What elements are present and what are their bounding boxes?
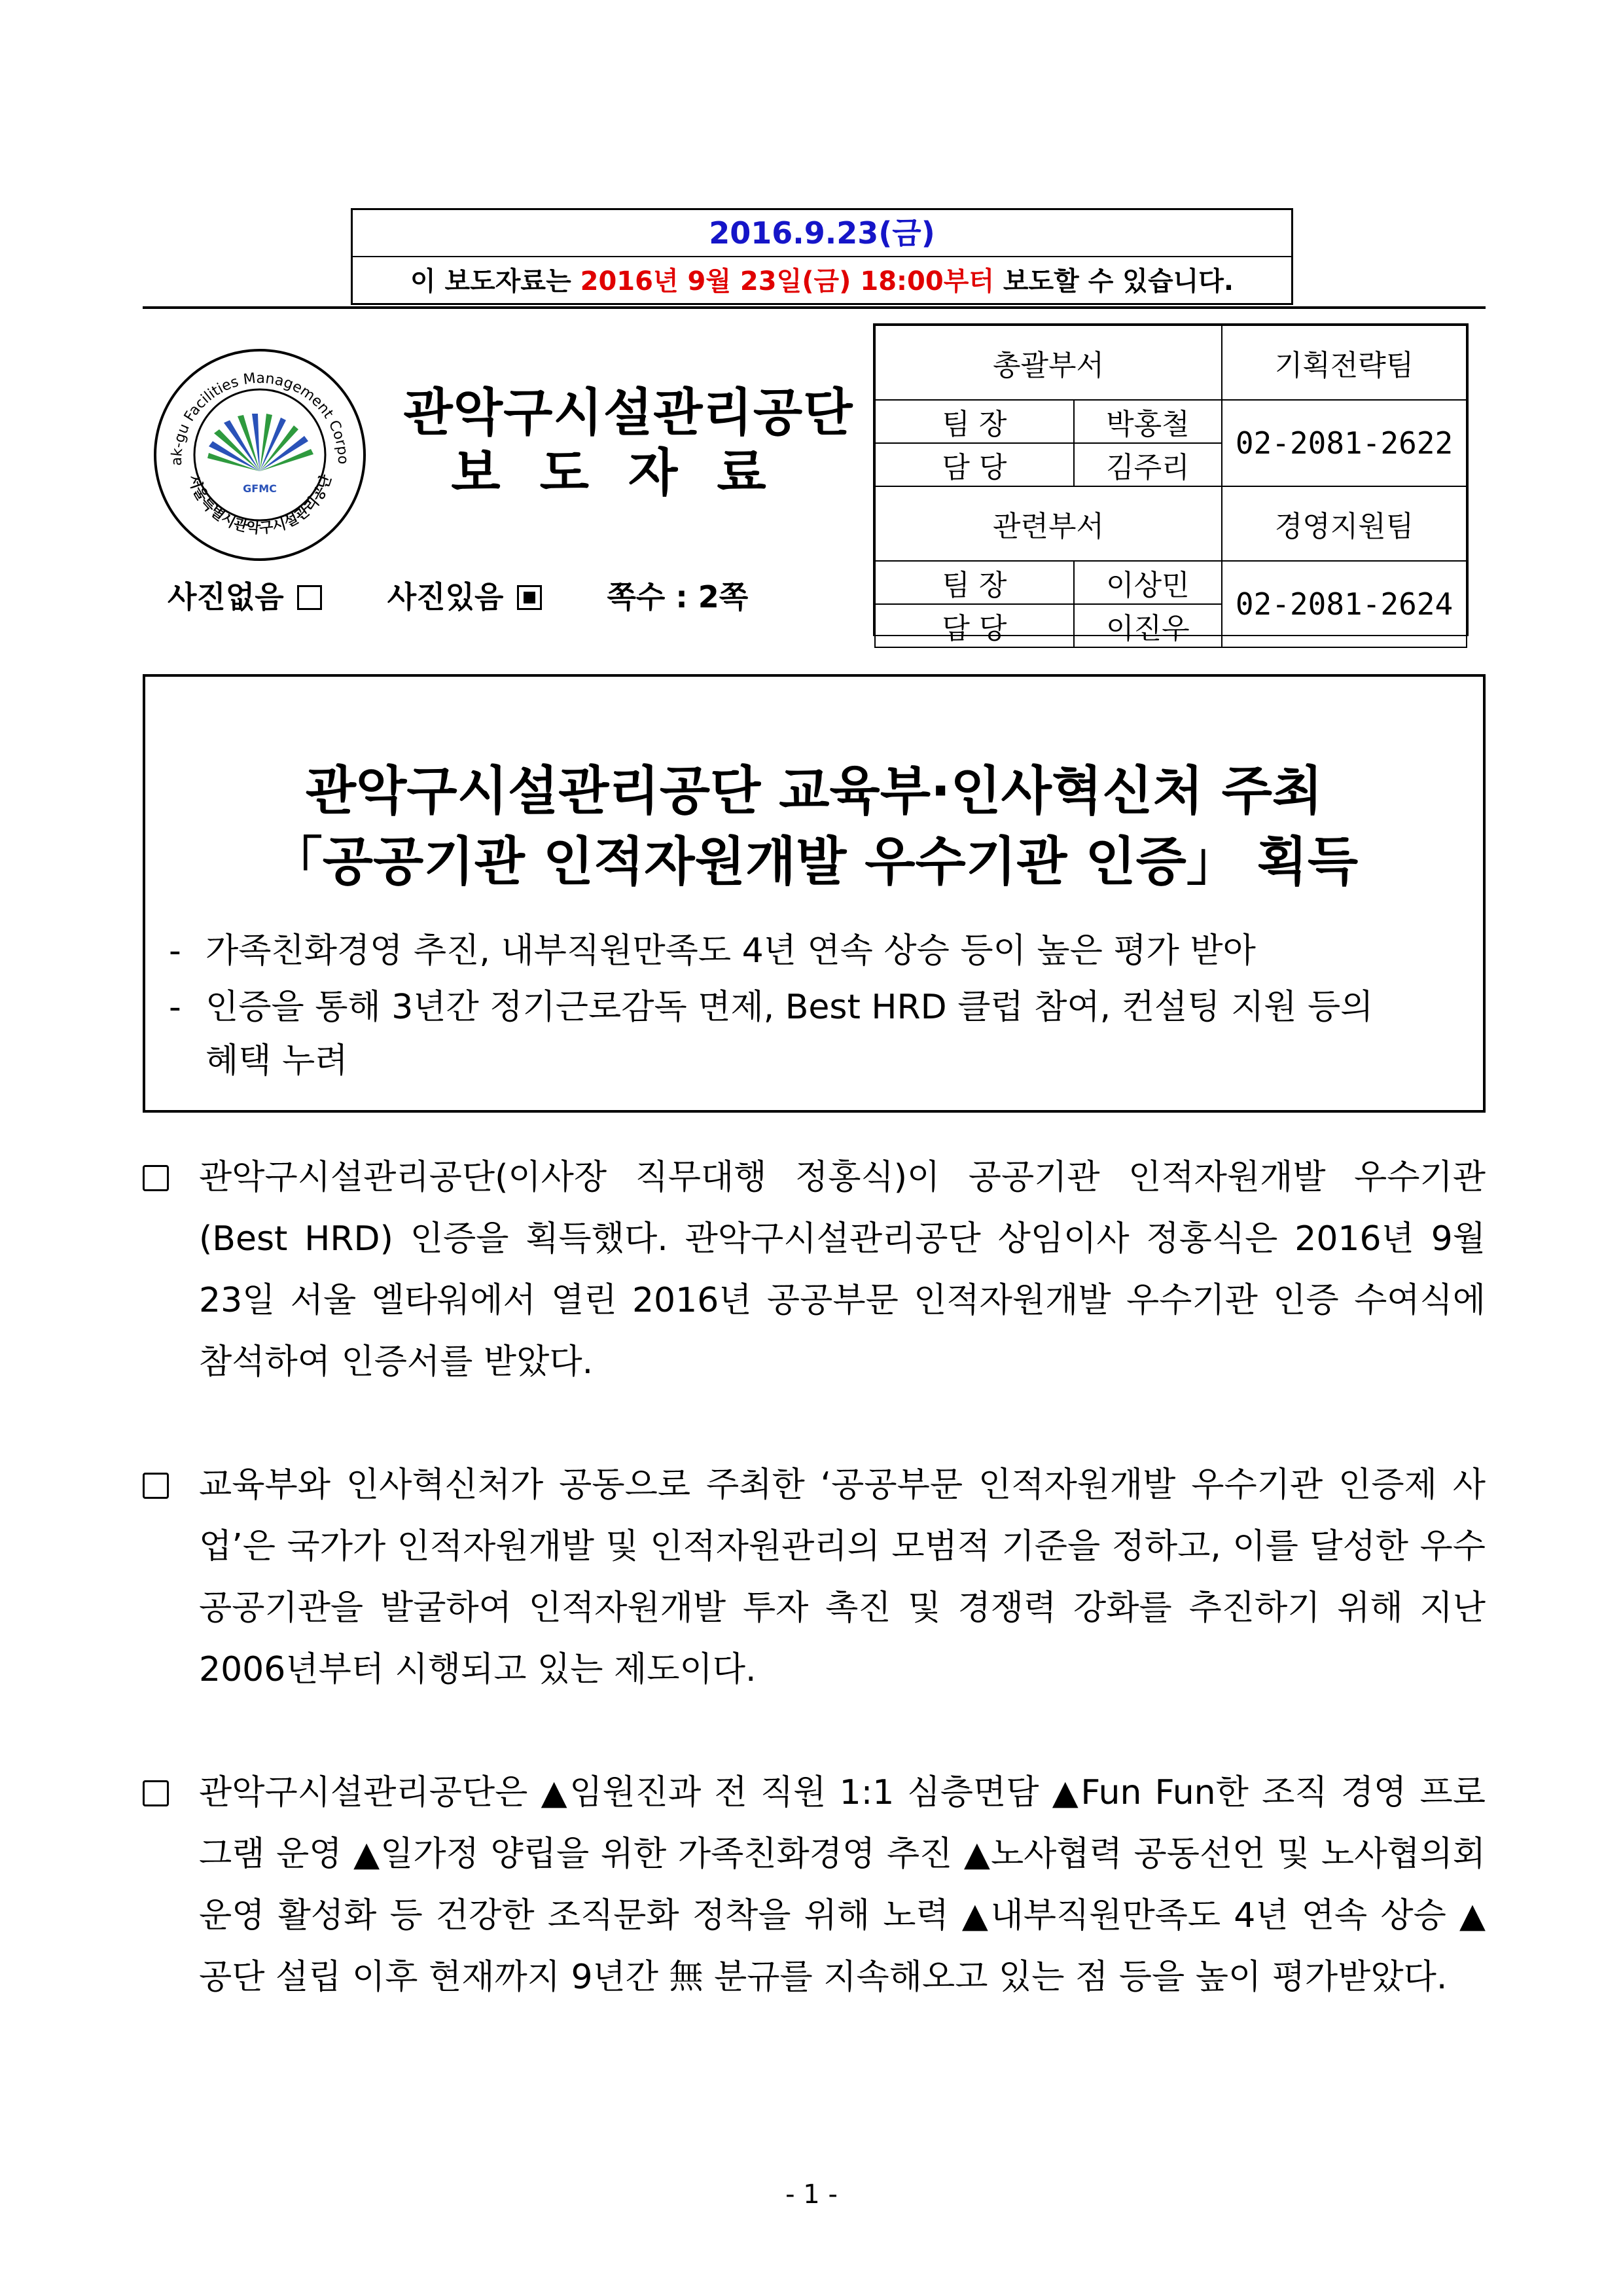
main-dept: 기획전략팀 — [1222, 325, 1467, 400]
release-date: 2016.9.23(금) — [353, 210, 1291, 257]
photo-none-checkbox — [297, 585, 322, 610]
headline-box — [143, 674, 1486, 1113]
rel-name-1: 이상민 — [1074, 561, 1222, 604]
logo-abbr: GFMC — [243, 482, 277, 495]
page-number: - 1 - — [785, 2179, 838, 2210]
main-dept-label: 총괄부서 — [875, 325, 1222, 400]
main-name-2: 김주리 — [1074, 443, 1222, 486]
header-divider — [143, 306, 1486, 309]
bullet-box — [143, 1165, 169, 1191]
bullet-box — [143, 1780, 169, 1806]
embargo-time: 2016년 9월 23일(금) 18:00부터 — [580, 266, 994, 296]
org-name: 관악구시설관리공단 — [403, 384, 853, 442]
body-paragraph-2: 교육부와 인사혁신처가 공동으로 주최한 ‘공공부문 인적자원개발 우수기관 인증제 사업’은 국가가 인적자원개발 및 인적자원관리의 모범적 기준을 정하고, 이를 달성한 우수 공공기관을 발굴하여 인적자원개발 투자 촉진 및 경쟁력 강화를 추진하기 위해 지난 2006년부터 시행되고 있는 제도이다. — [143, 1454, 1486, 1700]
embargo-notice: 이 보도자료는 2016년 9월 23일(금) 18:00부터 보도할 수 있습니다. — [410, 266, 1234, 296]
logo-korean-text: 서울특별시관악구시설관리공단 — [185, 473, 335, 537]
headline-title-2: 「공공기관 인적자원개발 우수기관 인증」 획득 — [270, 831, 1359, 892]
photo-yes-checkbox — [517, 585, 542, 610]
subheadline-2: - 인증을 통해 3년간 정기근로감독 면제, Best HRD 클럽 참여, 컨설팅 지원 등의 혜택 누려 — [169, 988, 1374, 1081]
gfmc-logo — [152, 347, 368, 563]
photo-none-label: 사진없음 — [168, 579, 284, 615]
subheadline-1: - 가족친화경영 추진, 내부직원만족도 4년 연속 상승 등이 높은 평가 받아 — [169, 931, 1256, 971]
photo-indicator-row — [168, 573, 748, 617]
body-paragraph-1: 관악구시설관리공단(이사장 직무대행 정홍식)이 공공기관 인적자원개발 우수기관 (Best HRD) 인증을 획득했다. 관악구시설관리공단 상임이사 정홍식은 2016년 9월 23일 서울 엘타워에서 열린 2016년 공공부문 인적자원개발 우수기관 인증 수여식에 참석하여 인증서를 받았다. — [143, 1147, 1486, 1393]
main-role-2: 담 당 — [875, 443, 1074, 486]
logo-english-text: ak-gu Facilities Management Corpo — [168, 370, 351, 466]
page-count: 쪽수 : 2쪽 — [607, 579, 749, 615]
main-name-1: 박홍철 — [1074, 400, 1222, 443]
rel-name-2: 이진우 — [1074, 604, 1222, 647]
bullet-box — [143, 1473, 169, 1499]
embargo-box — [351, 208, 1293, 305]
headline-title-1: 관악구시설관리공단 교육부·인사혁신처 주최 — [305, 761, 1323, 821]
rel-phone: 02-2081-2624 — [1222, 561, 1467, 647]
contact-table — [873, 323, 1469, 645]
main-role-1: 팀 장 — [875, 400, 1074, 443]
doc-type: 보도자료 — [451, 444, 806, 503]
rel-dept: 경영지원팀 — [1222, 486, 1467, 561]
main-phone: 02-2081-2622 — [1222, 400, 1467, 486]
rel-role-2: 담 당 — [875, 604, 1074, 647]
logo-fan-icon — [207, 414, 313, 471]
rel-dept-label: 관련부서 — [875, 486, 1222, 561]
body-paragraph-3: 관악구시설관리공단은 ▲임원진과 전 직원 1:1 심층면담 ▲Fun Fun한 조직 경영 프로그램 운영 ▲일가정 양립을 위한 가족친화경영 추진 ▲노사협력 공동선언 및 노사협의회 운영 활성화 등 건강한 조직문화 정착을 위해 노력 ▲내부직원만족도 4년 연속 상승 ▲공단 설립 이후 현재까지 9년간 無 분규를 지속해오고 있는 점 등을 높이 평가받았다. — [143, 1762, 1486, 2008]
photo-yes-label: 사진있음 — [387, 579, 504, 615]
rel-role-1: 팀 장 — [875, 561, 1074, 604]
